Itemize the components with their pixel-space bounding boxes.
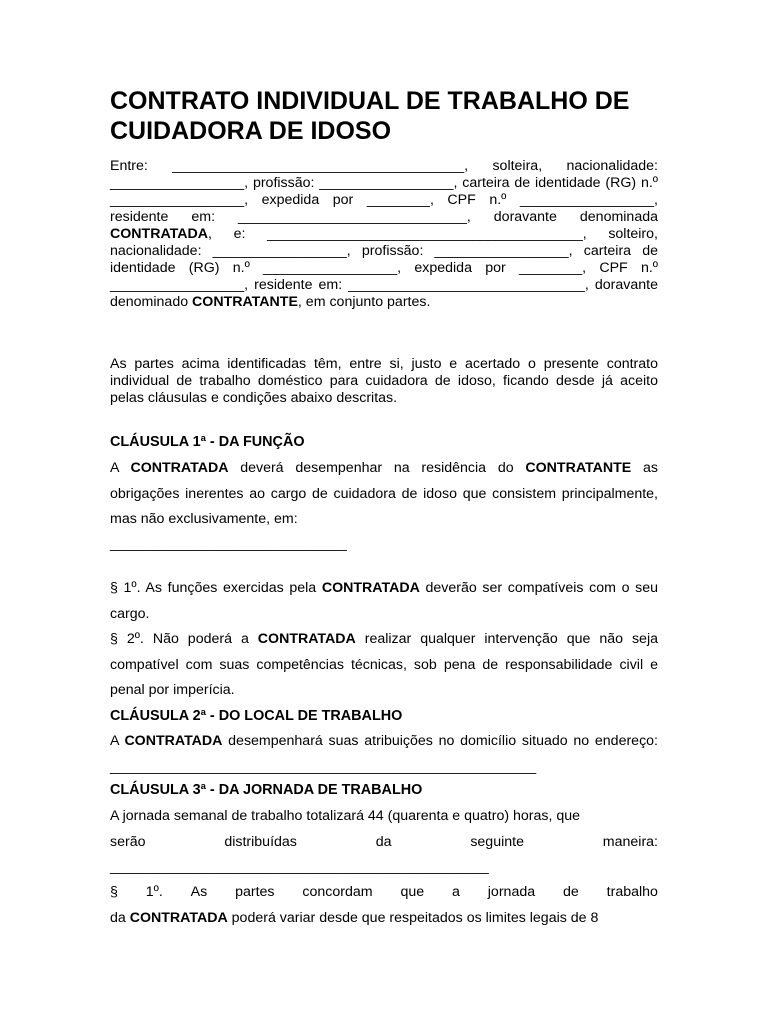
clause-1-heading: CLÁUSULA 1ª - DA FUNÇÃO [110, 434, 305, 450]
clause-1-text-1: A [110, 460, 131, 476]
contratada-term: CONTRATADA [129, 910, 228, 926]
word: distribuídas [224, 834, 297, 850]
parties-text-2: , e: ________________________________________, solteiro, nacionalidade: _________________, profissão: _________________, carteira de identidade (RG) n.º _________________, expedida por ________, CPF n.º _________________, residente em: ______________________________, doravante denominado [110, 226, 658, 310]
clause-2-heading: CLÁUSULA 2ª - DO LOCAL DE TRABALHO [110, 708, 403, 724]
paragraph-1-text-1: § 1º. As funções exercidas pela [110, 580, 322, 596]
word: que [400, 884, 425, 900]
document-title: CONTRATO INDIVIDUAL DE TRABALHO DE CUIDADORA DE IDOSO [110, 87, 630, 145]
word: jornada [487, 884, 536, 900]
contratante-term: CONTRATANTE [192, 294, 298, 310]
word: de [563, 884, 579, 900]
paragraph-1-text-2: deverão ser compatíveis com o seu cargo. [110, 580, 658, 622]
parties-paragraph [110, 158, 658, 311]
contratada-term: CONTRATADA [110, 226, 208, 242]
word: trabalho [606, 884, 658, 900]
clause-1-text-3: as obrigações inerentes ao cargo de cuidadora de idoso que consistem principalmente, mas não exclusivamente, em: [110, 460, 658, 528]
word: partes [235, 884, 275, 900]
word: a [452, 884, 460, 900]
contratada-term: CONTRATADA [321, 580, 420, 596]
contratante-term: CONTRATANTE [525, 460, 632, 476]
parties-text-1: Entre: _____________________________________, solteira, nacionalidade: _________________, profissão: _________________, carteira de identidade (RG) n.º _________________, expedida por ________, CPF n.º _________________, residente em: _____________________________, doravante denominada [110, 158, 658, 225]
word: maneira: [602, 834, 658, 850]
intro-paragraph: As partes acima identificadas têm, entre si, justo e acertado o presente contrato individual de trabalho doméstico para cuidadora de idoso, ficando desde já aceito pelas cláusulas e condições abaixo descritas. [110, 356, 658, 406]
word: serão [110, 834, 146, 850]
contratada-term: CONTRATADA [130, 460, 229, 476]
clause-1-paragraph-2 [110, 627, 658, 704]
clause-3-blank-line: ________________________________________________ [110, 859, 489, 875]
clause-1-paragraph-1 [110, 576, 658, 627]
parties-text-3: , em conjunto partes. [297, 294, 431, 310]
word: seguinte [470, 834, 524, 850]
clause-1-blank-line: ______________________________ [110, 536, 347, 552]
clause-3-heading: CLÁUSULA 3ª - DA JORNADA DE TRABALHO [110, 782, 423, 798]
clause-2-text-1: A [110, 733, 125, 749]
word: As [190, 884, 208, 900]
clause-3-text-1: da [110, 910, 130, 926]
clause-3-line-1: A jornada semanal de trabalho totalizará 44 (quarenta e quatro) horas, que [110, 808, 581, 824]
clause-2-text-2: desempenhará suas atribuições no domicílio situado no endereço: ______________________________________________________ [110, 733, 658, 775]
clause-3-text-2: poderá variar desde que respeitados os limites legais de 8 [227, 910, 599, 926]
word: 1º. [145, 884, 163, 900]
clause-1-body [110, 456, 658, 533]
paragraph-2-text-1: § 2º. Não poderá a [110, 631, 258, 647]
word: concordam [302, 884, 373, 900]
clause-3-paragraph-1-line-1 [110, 880, 658, 906]
word: § [110, 884, 118, 900]
clause-1-text-2: deverá desempenhar na residência do [228, 460, 526, 476]
paragraph-2-text-2: realizar qualquer intervenção que não seja compatível com suas competências técnicas, sob pena de responsabilidade civil e penal por imperícia. [110, 631, 658, 699]
clause-3-paragraph-1-line-2 [110, 906, 658, 932]
contratada-term: CONTRATADA [257, 631, 356, 647]
clause-2-body [110, 729, 658, 780]
contratada-term: CONTRATADA [124, 733, 223, 749]
clause-3-line-2 [110, 830, 658, 856]
word: da [375, 834, 392, 850]
